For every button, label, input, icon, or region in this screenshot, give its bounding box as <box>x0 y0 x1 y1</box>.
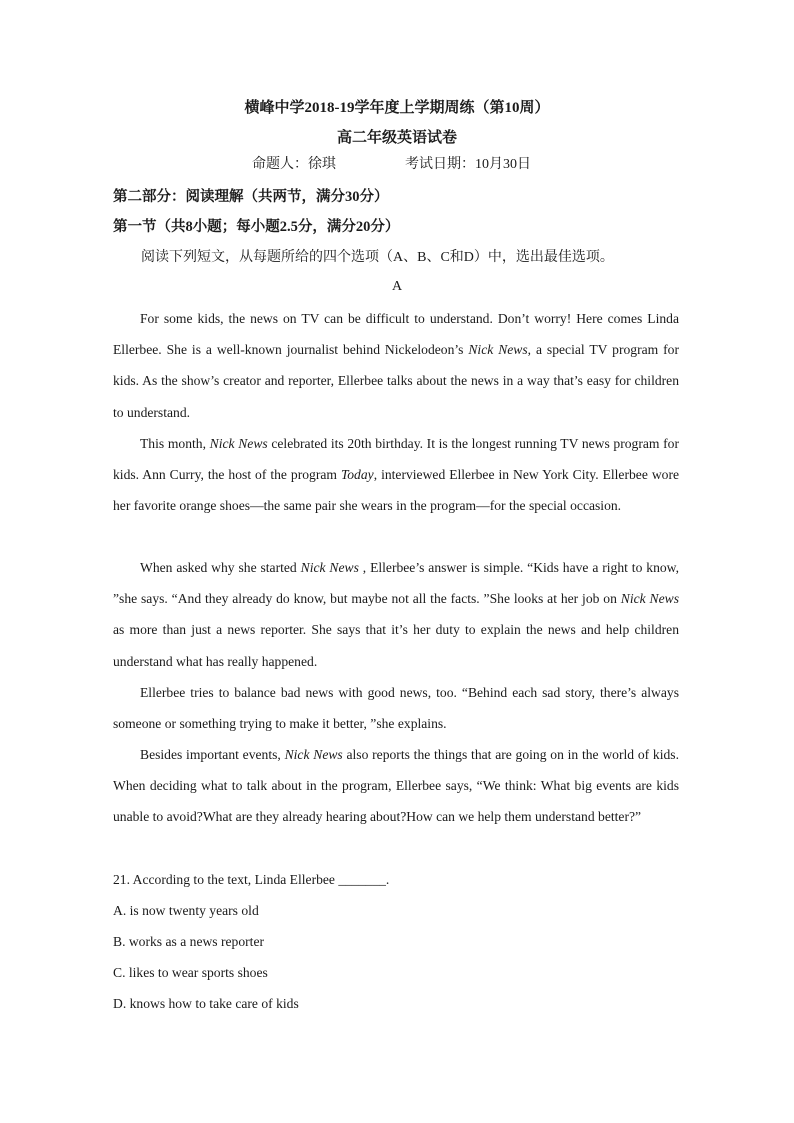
passage-paragraph-5 <box>113 739 679 833</box>
passage-paragraph-2 <box>113 428 679 522</box>
question-option-d[interactable]: D. knows how to take care of kids <box>113 996 299 1011</box>
question-option-c[interactable]: C. likes to wear sports shoes <box>113 965 268 980</box>
p2-text-e: , interviewed Ellerbee in New York City. Ellerbee wore her favorite orange shoes—the same pair she wears in the program—for the special occasion. <box>113 467 679 514</box>
p3-text-c: , Ellerbee’s answer is simple. “Kids have a right to know, ”she says. “And they already do know, but maybe not all the facts. ”She looks at her job on <box>113 560 679 607</box>
p5-program-name: Nick News <box>284 747 343 762</box>
exam-date: 考试日期：10月30日 <box>405 157 531 172</box>
part-heading: 第二部分：阅读理解（共两节，满分30分） <box>113 189 389 205</box>
exam-subtitle: 高二年级英语试卷 <box>336 130 457 146</box>
p1-program-name: Nick News <box>468 342 528 358</box>
instruction-text: 阅读下列短文，从每题所给的四个选项（A、B、C和D）中，选出最佳选项。 <box>141 250 614 265</box>
passage-label: A <box>391 279 403 294</box>
passage-paragraph-3 <box>113 552 679 677</box>
p3-text-a: When asked why she started <box>140 560 301 575</box>
p5-text-c: also reports the things that are going on in the world of kids. When deciding what to talk about in the program, Ellerbee says, “We think: What big events are kids unable to avoid?What are they already hearing about?How can we help them understand better?” <box>113 747 679 825</box>
p2-program-name: Nick News <box>209 436 268 451</box>
p3-text-e: as more than just a news reporter. She says that it’s her duty to explain the news and help children understand what has really happened. <box>113 622 679 669</box>
subsection-heading: 第一节（共8小题；每小题2.5分，满分20分） <box>113 219 400 235</box>
author-line: 命题人：徐琪 <box>252 157 336 172</box>
p2-text-a: This month, <box>140 436 210 451</box>
p5-text-a: Besides important events, <box>140 747 285 762</box>
exam-title: 横峰中学2018-19学年度上学期周练（第10周） <box>244 100 550 116</box>
p2-show-name: Today <box>340 467 374 483</box>
p3-program-name-2: Nick News <box>620 591 679 607</box>
question-option-b[interactable]: B. works as a news reporter <box>113 934 264 949</box>
passage-paragraph-1 <box>113 303 679 428</box>
p1-text-c: , a special TV program for kids. As the show’s creator and reporter, Ellerbee talks about the news in a way that’s easy for children to understand. <box>113 342 679 420</box>
p2-text-c: celebrated its 20th birthday. It is the longest running TV news program for kids. Ann Curry, the host of the program <box>113 436 679 483</box>
passage-paragraph-4: Ellerbee tries to balance bad news with good news, too. “Behind each sad story, there’s always someone or something trying to make it better, ”she explains. <box>113 685 679 732</box>
question-stem: 21. According to the text, Linda Ellerbee _______. <box>113 872 390 887</box>
p1-text-a: For some kids, the news on TV can be difficult to understand. Don’t worry! Here comes Linda Ellerbee. She is a well-known journalist behind Nickelodeon’s <box>113 311 679 358</box>
p3-program-name: Nick News <box>300 560 359 575</box>
question-option-a[interactable]: A. is now twenty years old <box>113 903 259 918</box>
